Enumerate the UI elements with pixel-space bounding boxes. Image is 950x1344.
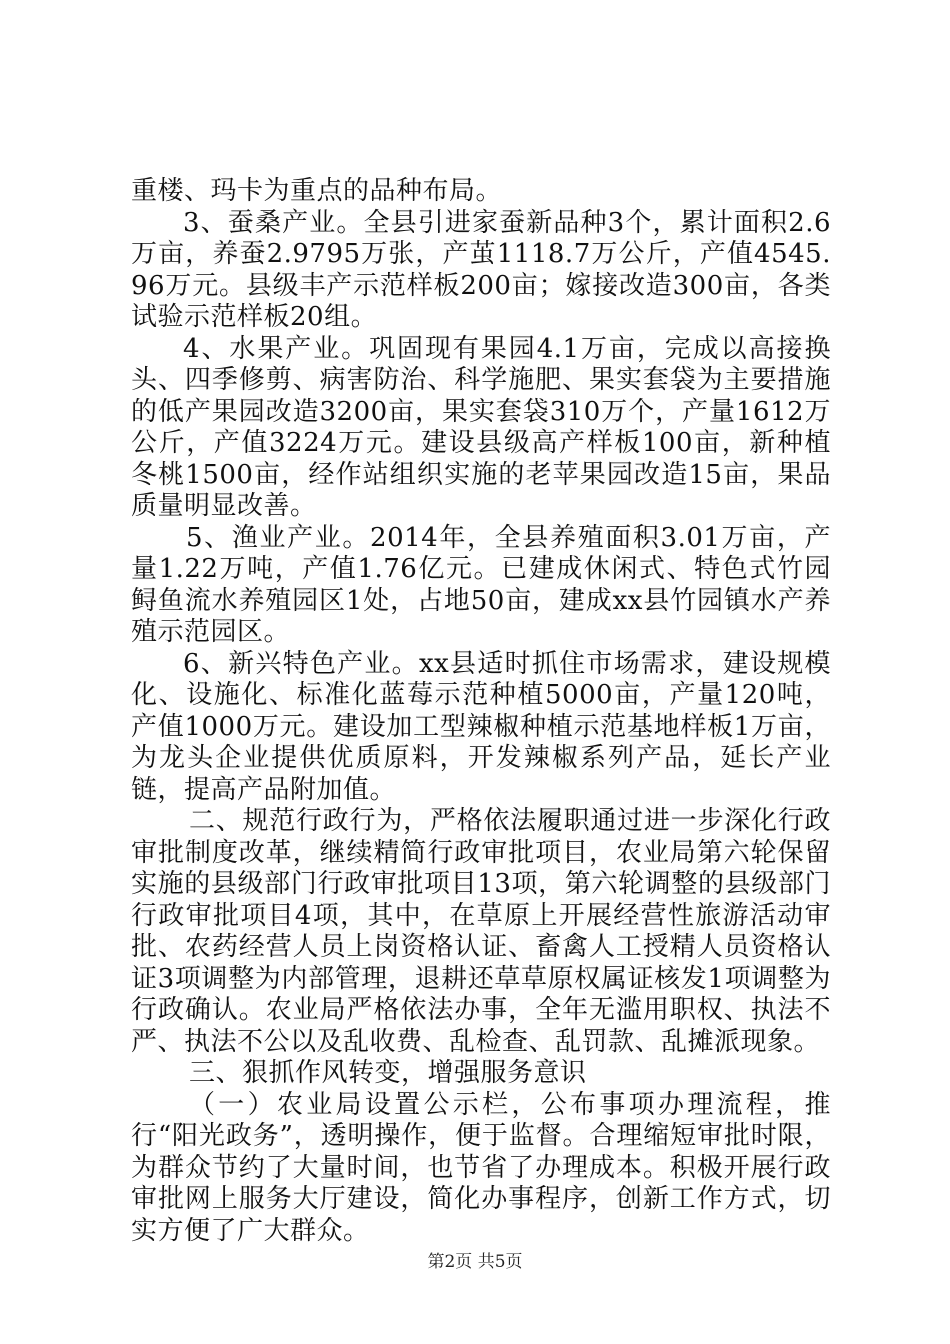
page-number: 第2页 共5页	[427, 1252, 523, 1272]
section-heading-work-style: 三、狠抓作风转变，增强服务意识	[189, 1058, 587, 1088]
paragraph-continuation: 重楼、玛卡为重点的品种布局。	[131, 176, 503, 206]
document-body	[131, 176, 831, 1247]
paragraph-fishery: 5、渔业产业。2014年，全县养殖面积3.01万亩，产量1.22万吨，产值1.76亿元。已建成休闲式、特色式竹园鲟鱼流水养殖园区1处，占地50亩，建成xx县竹园镇水产养殖示范园区。	[131, 522, 831, 647]
paragraph-admin-conduct: 二、规范行政行为，严格依法履职通过进一步深化行政审批制度改革，继续精简行政审批项目，农业局第六轮保留实施的县级部门行政审批项目13项，第六轮调整的县级部门行政审批项目4项，其中，在草原上开展经营性旅游活动审批、农药经营人员上岗资格认证、畜禽人工授精人员资格认证3项调整为内部管理，退耕还草草原权属证核发1项调整为行政确认。农业局严格依法办事，全年无滥用职权、执法不严、执法不公以及乱收费、乱检查、乱罚款、乱摊派现象。	[131, 806, 831, 1057]
paragraph-emerging-industry: 6、新兴特色产业。xx县适时抓住市场需求，建设规模化、设施化、标准化蓝莓示范种植5000亩，产量120吨，产值1000万元。建设加工型辣椒种植示范基地样板1万亩，为龙头企业提供优质原料，开发辣椒系列产品，延长产业链，提高产品附加值。	[131, 648, 831, 805]
paragraph-public-notice: （一）农业局设置公示栏，公布事项办理流程，推行“阳光政务”，透明操作，便于监督。合理缩短审批时限，为群众节约了大量时间，也节省了办理成本。积极开展行政审批网上服务大厅建设，简化办事程序，创新工作方式，切实方便了广大群众。	[131, 1089, 831, 1246]
paragraph-sericulture: 3、蚕桑产业。全县引进家蚕新品种3个，累计面积2.6万亩，养蚕2.9795万张，产茧1118.7万公斤，产值4545.96万元。县级丰产示范样板200亩；嫁接改造300亩，各类试验示范样板20组。	[131, 207, 831, 332]
paragraph-fruit: 4、水果产业。巩固现有果园4.1万亩，完成以高接换头、四季修剪、病害防治、科学施肥、果实套袋为主要措施的低产果园改造3200亩，果实套袋310万个，产量1612万公斤，产值3224万元。建设县级高产样板100亩，新种植冬桃1500亩，经作站组织实施的老苹果园改造15亩，果品质量明显改善。	[131, 333, 831, 521]
